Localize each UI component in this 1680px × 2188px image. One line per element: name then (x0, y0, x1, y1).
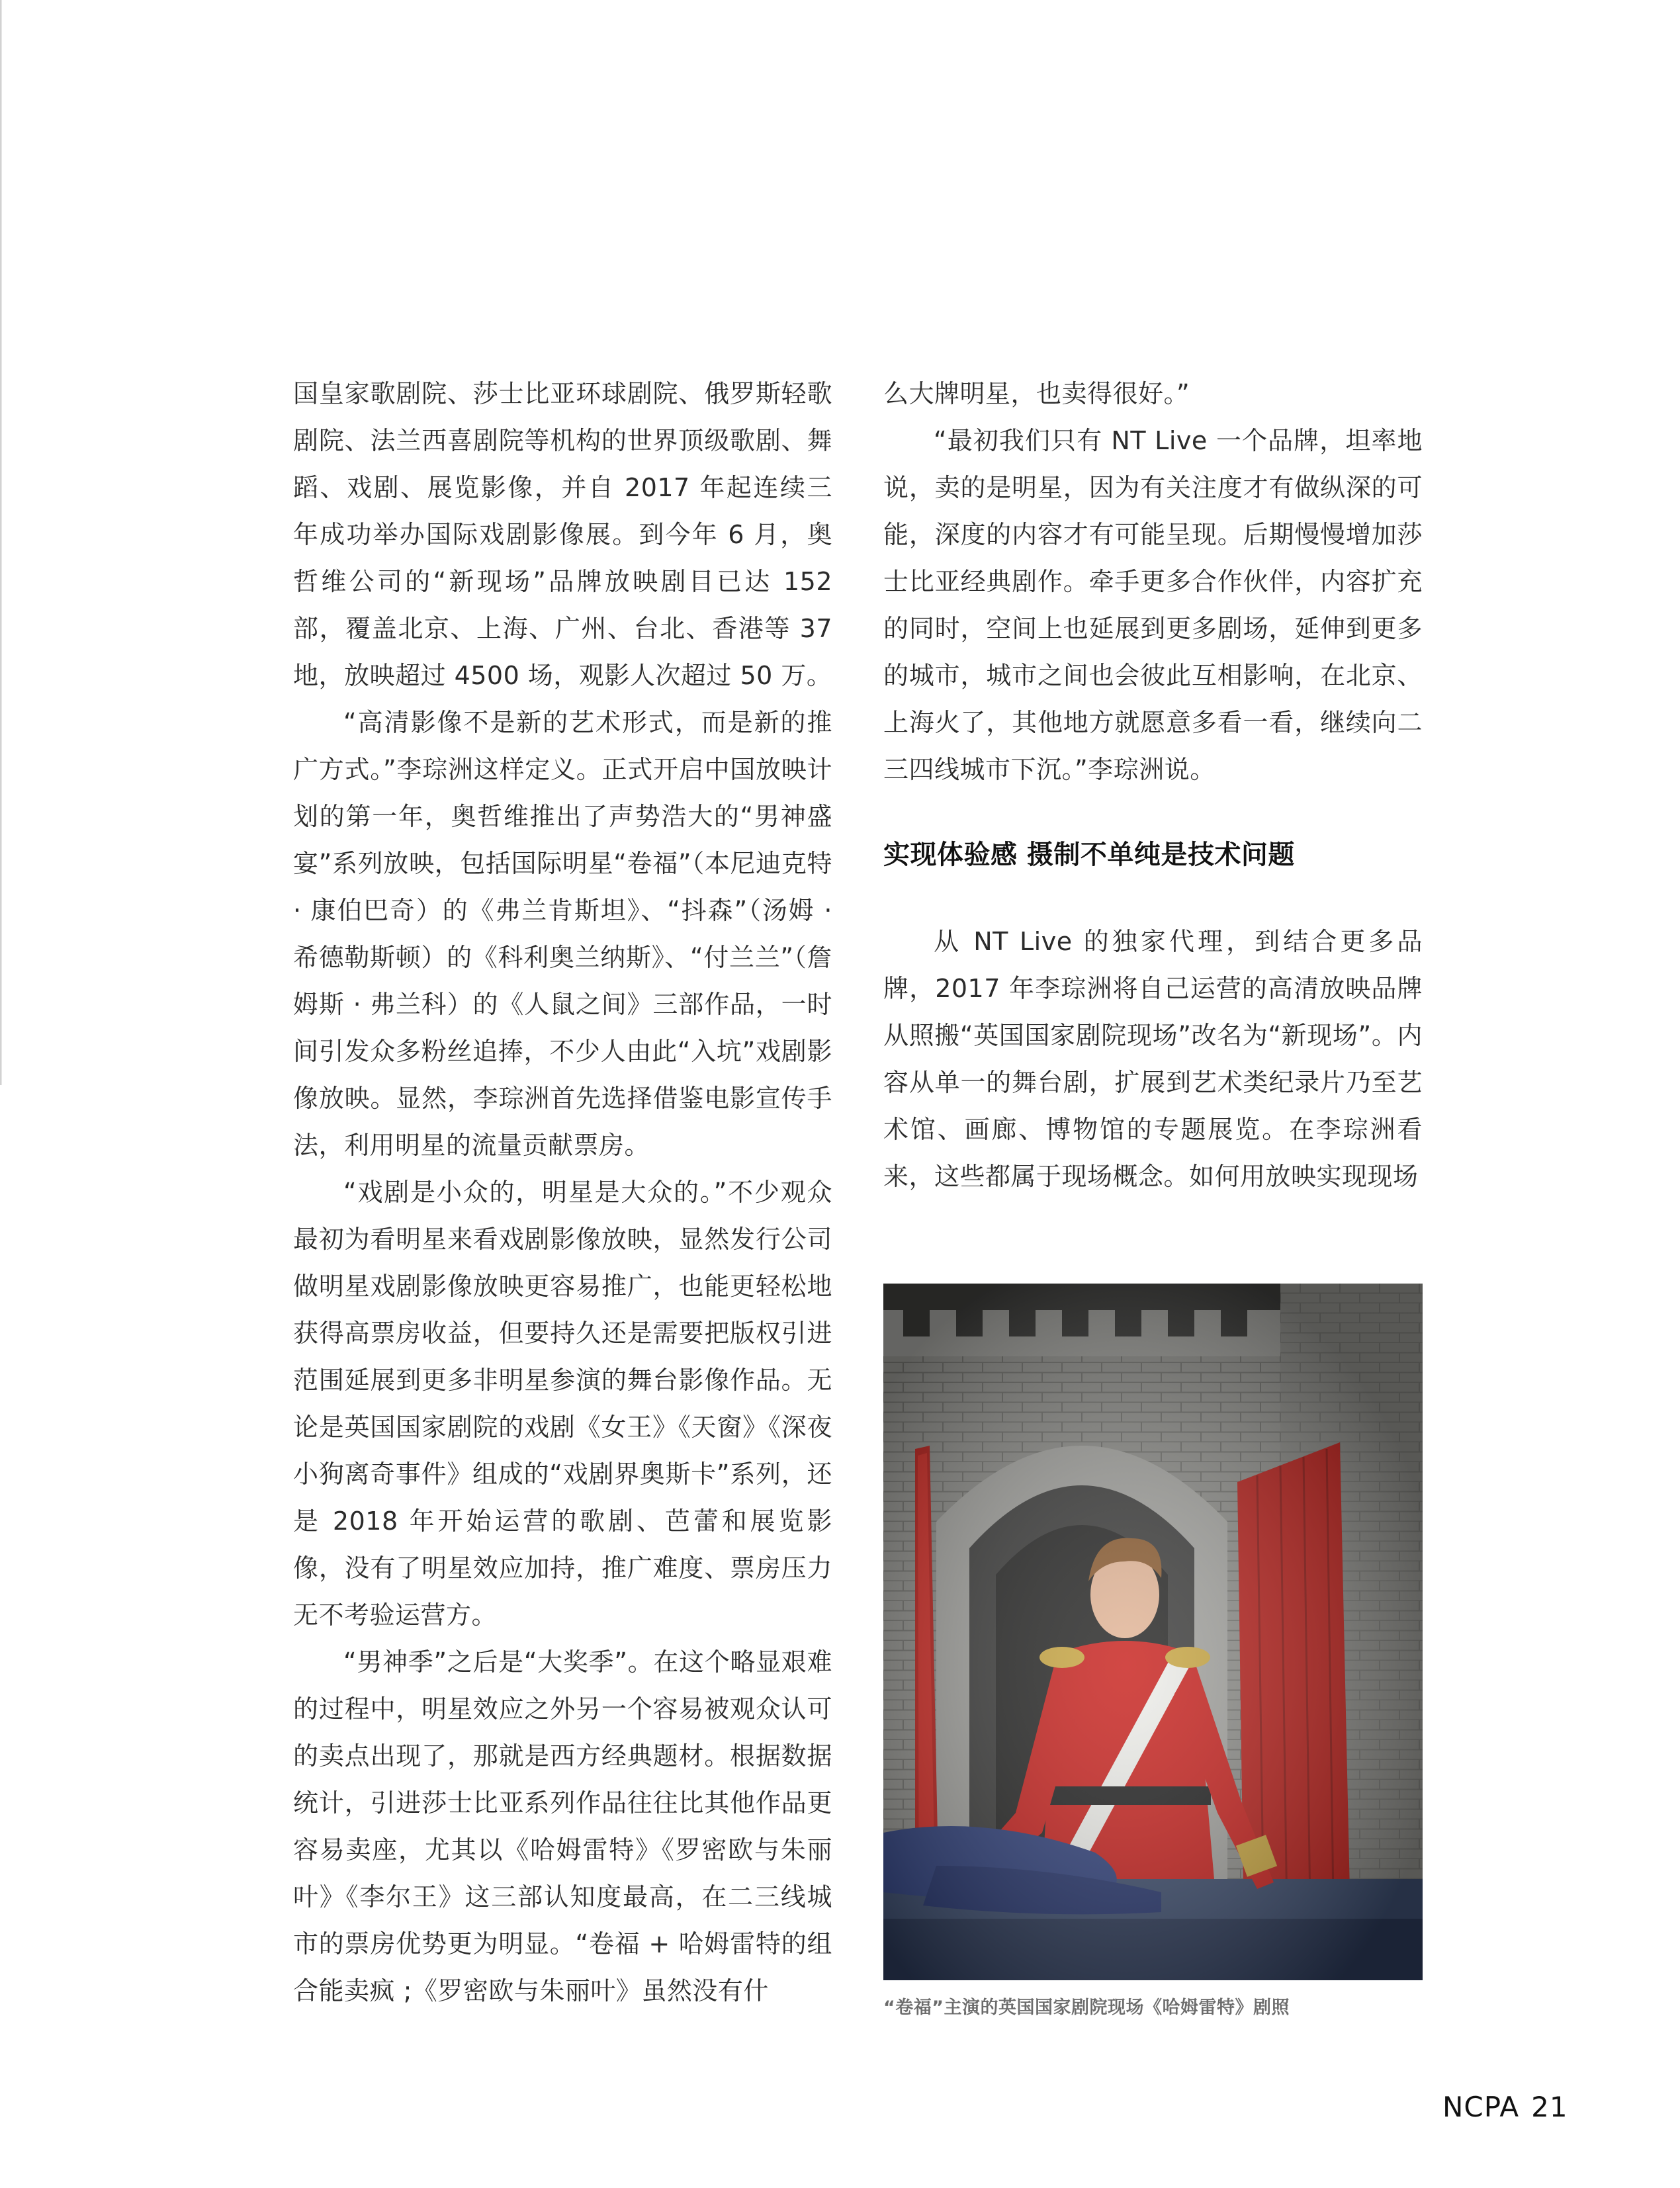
hamlet-production-photo (883, 1284, 1423, 1980)
article-paragraph: 么大牌明星，也卖得很好。” (883, 379, 1190, 408)
page-folio (1442, 2091, 1568, 2123)
photo-caption: “卷福”主演的英国国家剧院现场《哈姆雷特》剧照 (883, 1997, 1290, 2018)
article-paragraph: 从 NT Live 的独家代理，到结合更多品牌，2017 年李琮洲将自己运营的高清放映品牌从照搬“英国国家剧院现场”改名为“新现场”。内容从单一的舞台剧，扩展到艺术类纪录片乃至艺术馆、画廊、博物馆的专题展览。在李琮洲看来，这些都属于现场概念。如何用放映实现现场 (883, 927, 1423, 1191)
article-paragraph: “戏剧是小众的，明星是大众的。”不少观众最初为看明星来看戏剧影像放映，显然发行公司做明星戏剧影像放映更容易推广，也能更轻松地获得高票房收益，但要持久还是需要把版权引进范围延展到更多非明星参演的舞台影像作品。无论是英国国家剧院的戏剧《女王》《天窗》《深夜小狗离奇事件》组成的“戏剧界奥斯卡”系列，还是 2018 年开始运营的歌剧、芭蕾和展览影像，没有了明星效应加持，推广难度、票房压力无不考验运营方。 (293, 1178, 832, 1630)
article-paragraph: 国皇家歌剧院、莎士比亚环球剧院、俄罗斯轻歌剧院、法兰西喜剧院等机构的世界顶级歌剧、舞蹈、戏剧、展览影像，并自 2017 年起连续三年成功举办国际戏剧影像展。到今年 6 月，奥哲维公司的“新现场”品牌放映剧目已达 152 部，覆盖北京、上海、广州、台北、香港等 37 地，放映超过 4500 场，观影人次超过 50 万。 (293, 379, 832, 690)
article-paragraph: “最初我们只有 NT Live 一个品牌，坦率地说，卖的是明星，因为有关注度才有做纵深的可能，深度的内容才有可能呈现。后期慢慢增加莎士比亚经典剧作。牵手更多合作伙伴，内容扩充的同时，空间上也延展到更多剧场，延伸到更多的城市，城市之间也会彼此互相影响，在北京、上海火了，其他地方就愿意多看一看，继续向二三四线城市下沉。”李琮洲说。 (883, 426, 1423, 784)
article-paragraph: “男神季”之后是“大奖季”。在这个略显艰难的过程中，明星效应之外另一个容易被观众认可的卖点出现了，那就是西方经典题材。根据数据统计，引进莎士比亚系列作品往往比其他作品更容易卖座，尤其以《哈姆雷特》《罗密欧与朱丽叶》《李尔王》这三部认知度最高，在二三线城市的票房优势更为明显。“卷福 + 哈姆雷特的组合能卖疯 ;《罗密欧与朱丽叶》虽然没有什 (293, 1647, 832, 2005)
photo-illustration (883, 1284, 1423, 1980)
magazine-name: NCPA (1442, 2091, 1520, 2123)
article-paragraph: “高清影像不是新的艺术形式，而是新的推广方式。”李琮洲这样定义。正式开启中国放映计划的第一年，奥哲维推出了声势浩大的“男神盛宴”系列放映，包括国际明星“卷福”（本尼迪克特 · 康伯巴奇）的《弗兰肯斯坦》、“抖森”（汤姆 · 希德勒斯顿）的《科利奥兰纳斯》、“付兰兰”（詹姆斯 · 弗兰科）的《人鼠之间》三部作品，一时间引发众多粉丝追捧，不少人由此“入坑”戏剧影像放映。显然，李琮洲首先选择借鉴电影宣传手法，利用明星的流量贡献票房。 (293, 708, 832, 1160)
section-heading: 实现体验感 摄制不单纯是技术问题 (883, 840, 1295, 870)
article-column-left (293, 371, 832, 2015)
page-number: 21 (1531, 2091, 1568, 2123)
article-column-right (883, 371, 1423, 1200)
page-gutter-line (0, 0, 2, 1085)
